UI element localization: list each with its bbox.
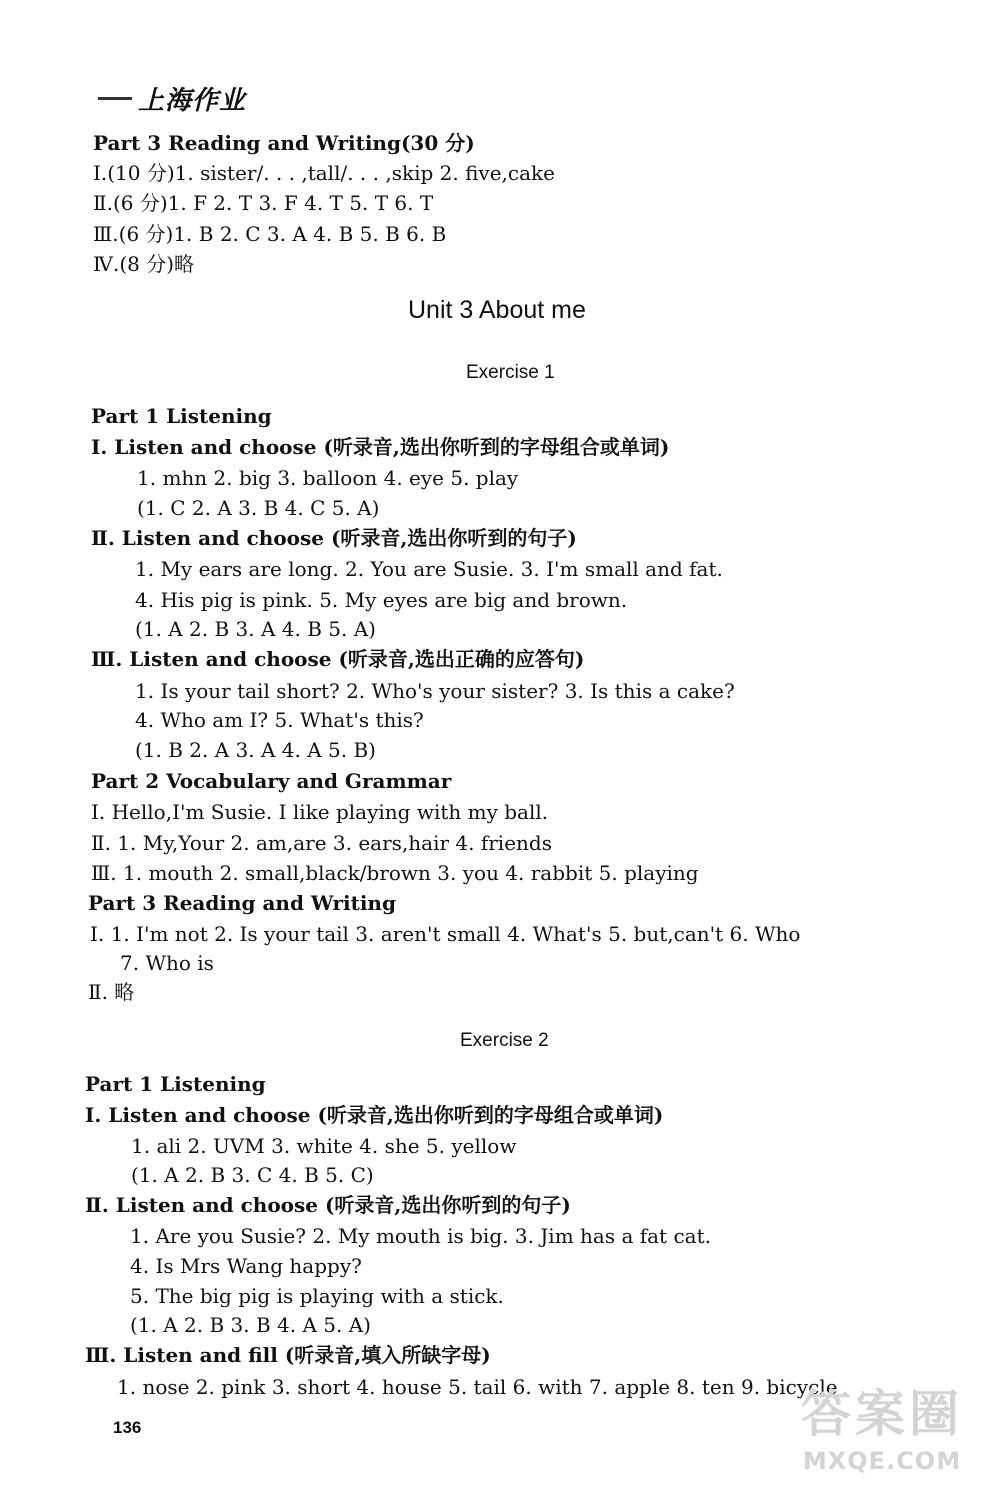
answer-line: 1. Is your tail short? 2. Who's your sister? 3. Is this a cake? — [135, 679, 735, 703]
exercise-title: Exercise 2 — [460, 1030, 549, 1051]
part-heading: Part 1 Listening — [85, 1072, 266, 1096]
section-heading: Ⅲ. Listen and choose (听录音,选出正确的应答句) — [91, 647, 585, 671]
answer-line: Ⅲ. 1. mouth 2. small,black/brown 3. you 4. rabbit 5. playing — [91, 861, 699, 885]
answer-line: (1. C 2. A 3. B 4. C 5. A) — [137, 496, 380, 520]
page-number: 136 — [113, 1418, 142, 1437]
answer-line: (1. A 2. B 3. A 4. B 5. A) — [135, 617, 376, 641]
answer-line: Ⅱ.(6 分)1. F 2. T 3. F 4. T 5. T 6. T — [93, 191, 434, 215]
answer-line: Ⅳ.(8 分)略 — [93, 252, 195, 276]
part3-heading: Part 3 Reading and Writing(30 分) — [93, 131, 475, 155]
answer-line: 1. mhn 2. big 3. balloon 4. eye 5. play — [137, 466, 519, 490]
answer-line: Ⅰ. 1. I'm not 2. Is your tail 3. aren't small 4. What's 5. but,can't 6. Who — [90, 922, 801, 946]
answer-line: 1. nose 2. pink 3. short 4. house 5. tail 6. with 7. apple 8. ten 9. bicycle — [117, 1375, 838, 1399]
answer-line: (1. A 2. B 3. C 4. B 5. C) — [131, 1163, 374, 1187]
answer-line: (1. B 2. A 3. A 4. A 5. B) — [135, 738, 376, 762]
answer-line: Ⅲ.(6 分)1. B 2. C 3. A 4. B 5. B 6. B — [93, 222, 447, 246]
answer-line: (1. A 2. B 3. B 4. A 5. A) — [130, 1313, 371, 1337]
logo — [98, 80, 246, 116]
part-heading: Part 3 Reading and Writing — [88, 891, 396, 915]
part-heading: Part 2 Vocabulary and Grammar — [91, 769, 452, 793]
section-heading: Ⅱ. Listen and choose (听录音,选出你听到的句子) — [85, 1193, 571, 1217]
answer-line: Ⅰ. Hello,I'm Susie. I like playing with my ball. — [91, 800, 549, 824]
answer-line: 1. My ears are long. 2. You are Susie. 3. I'm small and fat. — [135, 557, 723, 581]
logo-dash — [98, 97, 132, 100]
answer-line: 4. Who am I? 5. What's this? — [135, 708, 424, 732]
answer-line: 4. His pig is pink. 5. My eyes are big and brown. — [135, 588, 628, 612]
logo-text: 上海作业 — [138, 85, 247, 116]
unit-title: Unit 3 About me — [408, 296, 586, 324]
watermark-text: 答案圈 — [801, 1385, 963, 1443]
section-heading: Ⅰ. Listen and choose (听录音,选出你听到的字母组合或单词) — [91, 435, 670, 459]
answer-line: 1. Are you Susie? 2. My mouth is big. 3. Jim has a fat cat. — [130, 1224, 711, 1248]
watermark — [772, 1382, 992, 1492]
watermark-url: MXQE.COM — [802, 1447, 962, 1475]
exercise-title: Exercise 1 — [466, 362, 555, 383]
answer-line: 4. Is Mrs Wang happy? — [130, 1254, 362, 1278]
answer-line: 5. The big pig is playing with a stick. — [130, 1284, 504, 1308]
answer-line: Ⅰ.(10 分)1. sister/. . . ,tall/. . . ,skip 2. five,cake — [93, 161, 555, 185]
section-heading: Ⅰ. Listen and choose (听录音,选出你听到的字母组合或单词) — [85, 1103, 664, 1127]
answer-line: Ⅱ. 1. My,Your 2. am,are 3. ears,hair 4. friends — [91, 831, 552, 855]
section-heading: Ⅲ. Listen and fill (听录音,填入所缺字母) — [85, 1343, 491, 1367]
answer-line: 7. Who is — [120, 951, 214, 975]
section-heading: Ⅱ. Listen and choose (听录音,选出你听到的句子) — [91, 526, 577, 550]
part-heading: Part 1 Listening — [91, 404, 272, 428]
answer-line: 1. ali 2. UVM 3. white 4. she 5. yellow — [131, 1134, 517, 1158]
answer-line: Ⅱ. 略 — [88, 980, 135, 1004]
